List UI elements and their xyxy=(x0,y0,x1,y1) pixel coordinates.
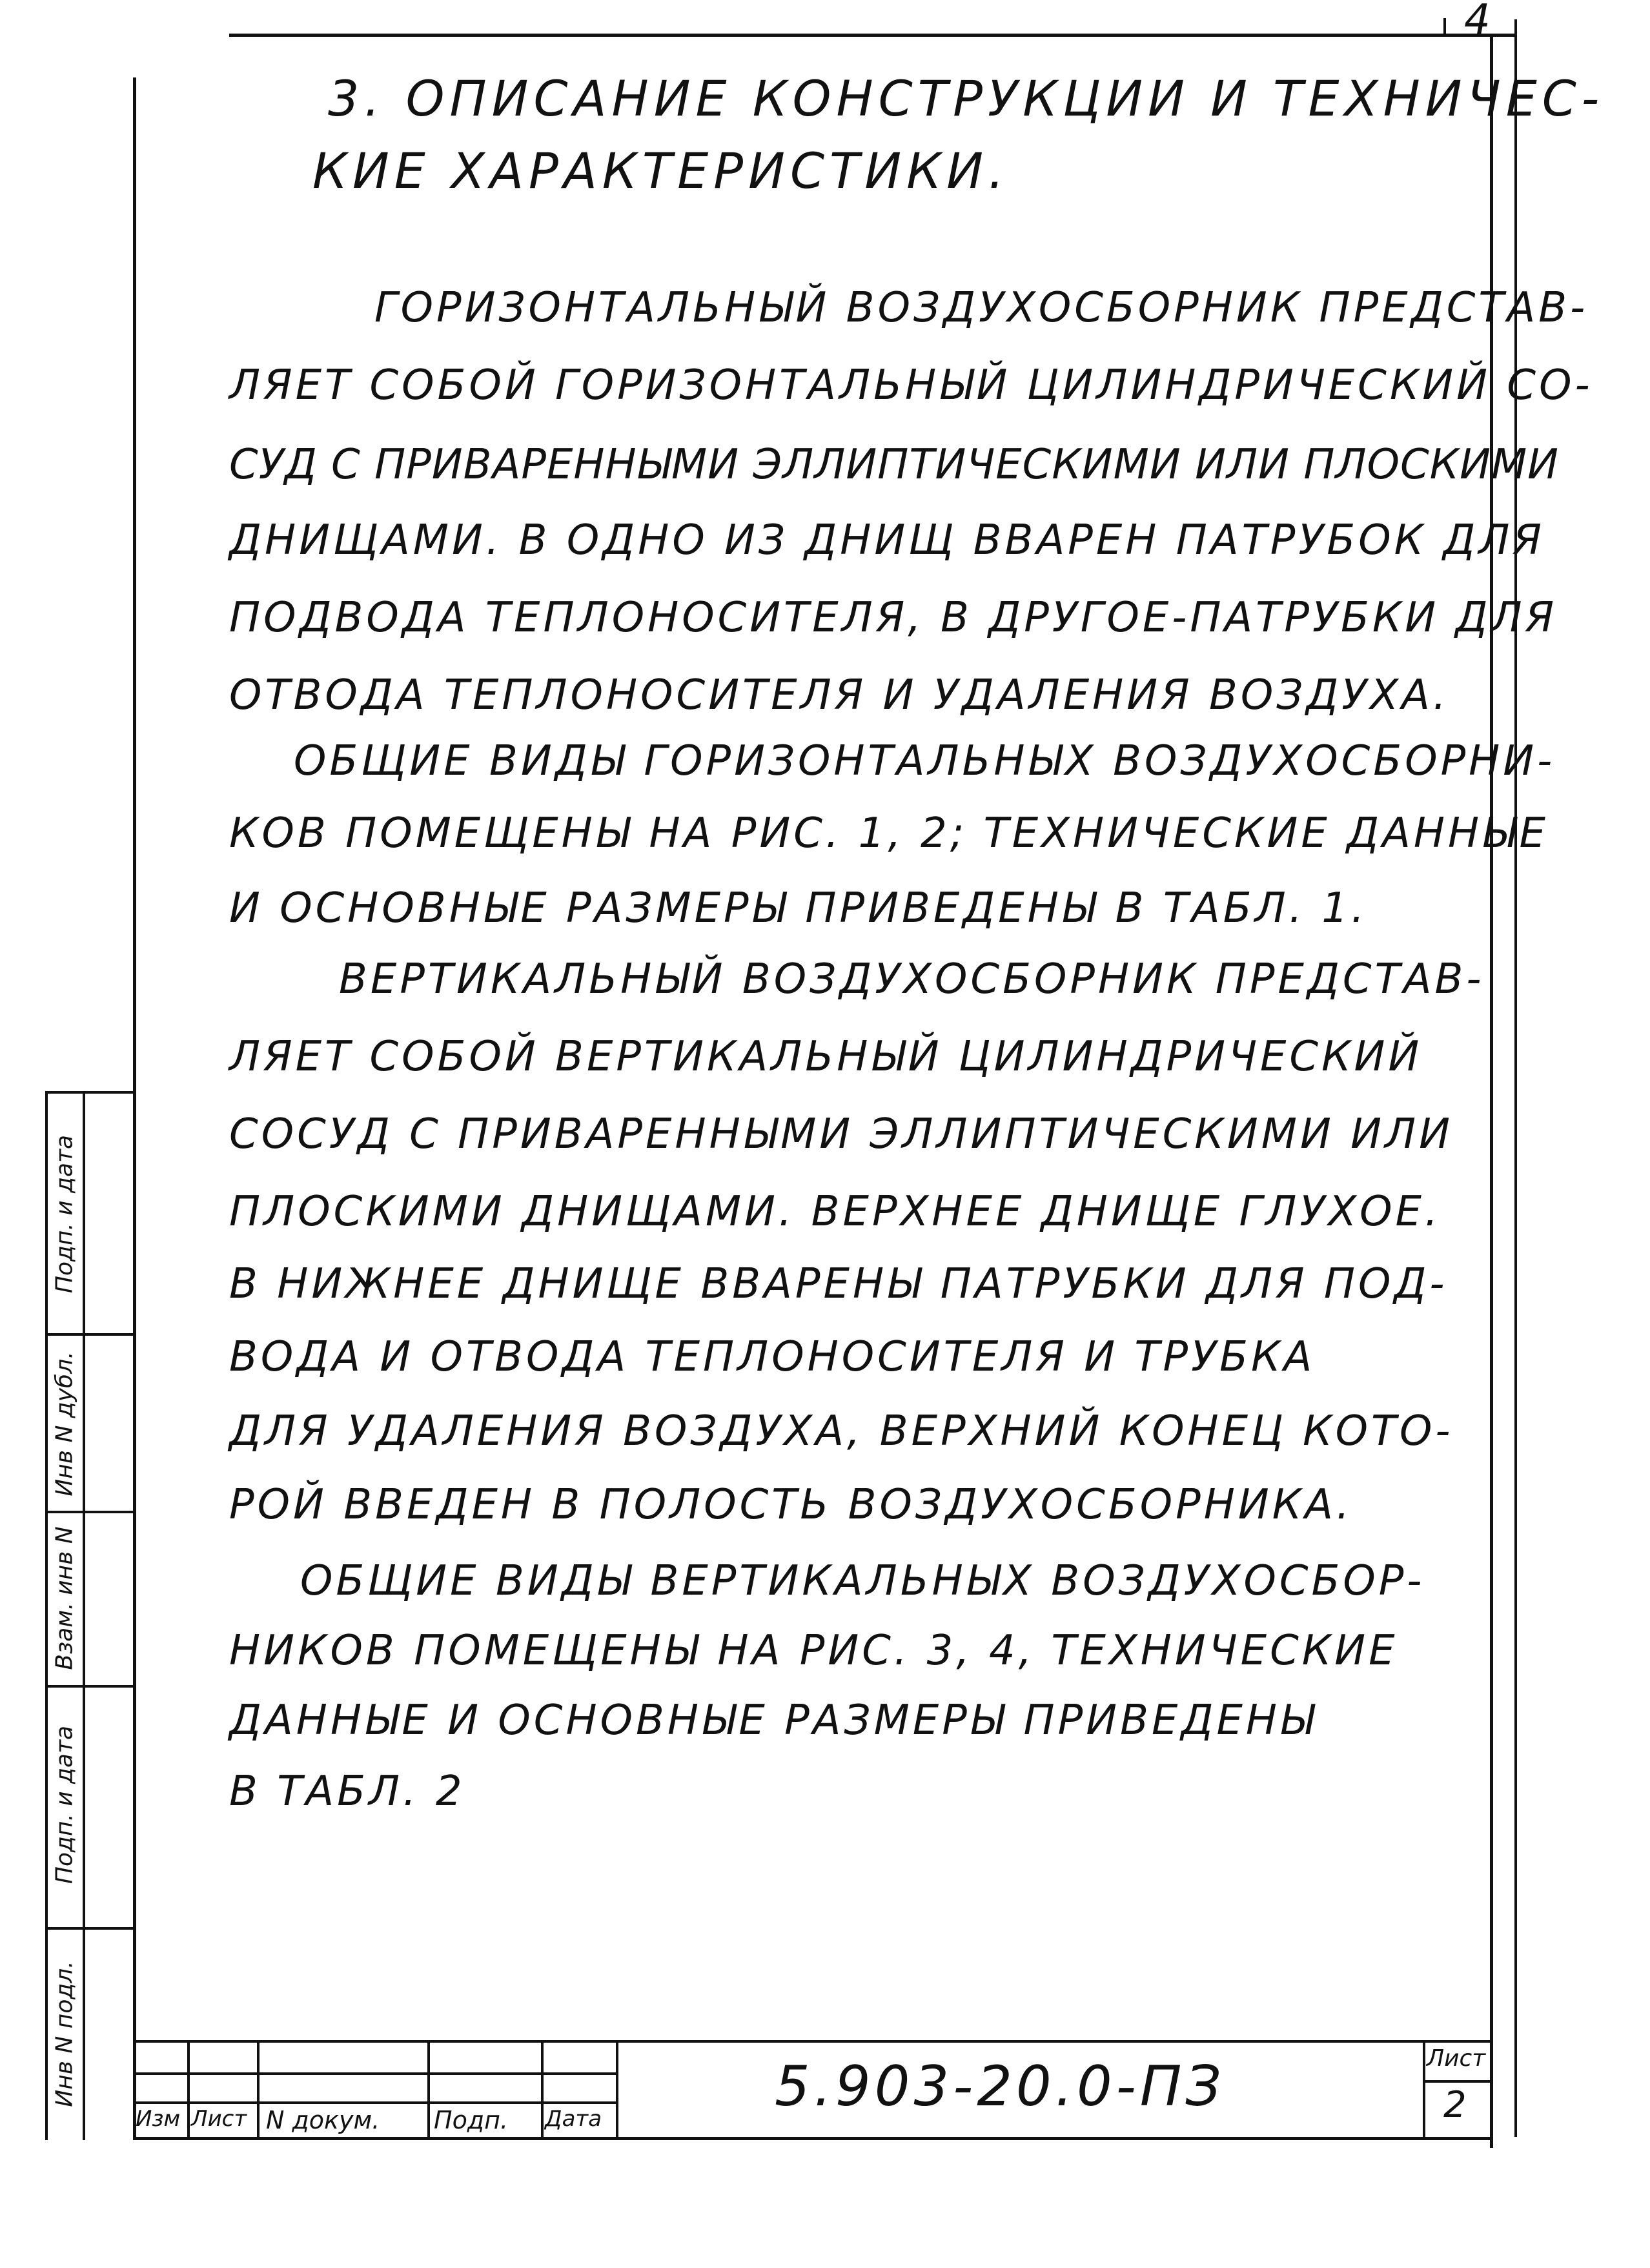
title-block-col xyxy=(427,2040,430,2140)
frame-left-line xyxy=(133,77,136,2140)
title-block-col xyxy=(187,2040,190,2140)
body-line: ВЕРТИКАЛЬНЫЙ ВОЗДУХОСБОРНИК ПРЕДСТАВ- xyxy=(339,955,1485,1003)
side-stamp-top xyxy=(45,1091,136,1094)
body-line: РОЙ ВВЕДЕН В ПОЛОСТЬ ВОЗДУХОСБОРНИКА. xyxy=(229,1481,1353,1529)
frame-bottom-line xyxy=(133,2137,1491,2140)
body-line: ВОДА И ОТВОДА ТЕПЛОНОСИТЕЛЯ И ТРУБКА xyxy=(229,1333,1316,1381)
body-line: СОСУД С ПРИВАРЕННЫМИ ЭЛЛИПТИЧЕСКИМИ ИЛИ xyxy=(229,1110,1454,1158)
body-line: ОБЩИЕ ВИДЫ ГОРИЗОНТАЛЬНЫХ ВОЗДУХОСБОРНИ- xyxy=(294,737,1556,785)
body-line: ДЛЯ УДАЛЕНИЯ ВОЗДУХА, ВЕРХНИЙ КОНЕЦ КОТО- xyxy=(229,1407,1454,1455)
body-line: КОВ ПОМЕЩЕНЫ НА РИС. 1, 2; ТЕХНИЧЕСКИЕ ДАННЫЕ xyxy=(229,810,1549,857)
title-block-row xyxy=(133,2072,618,2075)
corner-tick xyxy=(1443,18,1446,35)
col-list: Лист xyxy=(191,2106,247,2132)
sheet-number: 2 xyxy=(1443,2084,1467,2126)
title-block-col xyxy=(1423,2040,1425,2140)
sheet-cell-divider xyxy=(1423,2080,1491,2083)
document-code: 5.903-20.0-ПЗ xyxy=(775,2054,1225,2119)
body-line: ПОДВОДА ТЕПЛОНОСИТЕЛЯ, В ДРУГОЕ-ПАТРУБКИ ДЛЯ xyxy=(229,594,1558,642)
col-izm: Изм xyxy=(136,2106,181,2132)
body-line: В ТАБЛ. 2 xyxy=(229,1768,465,1815)
section-heading-line-1: 3. ОПИСАНИЕ КОНСТРУКЦИИ И ТЕХНИЧЕС- xyxy=(328,70,1605,127)
col-podp: Подп. xyxy=(434,2106,509,2134)
body-line: ЛЯЕТ СОБОЙ ГОРИЗОНТАЛЬНЫЙ ЦИЛИНДРИЧЕСКИЙ СО- xyxy=(229,362,1593,409)
body-line: И ОСНОВНЫЕ РАЗМЕРЫ ПРИВЕДЕНЫ В ТАБЛ. 1. xyxy=(229,884,1368,932)
title-block-top xyxy=(133,2040,1491,2043)
frame-right-line xyxy=(1490,34,1493,2148)
body-line: ОТВОДА ТЕПЛОНОСИТЕЛЯ И УДАЛЕНИЯ ВОЗДУХА. xyxy=(229,671,1450,719)
col-data: Дата xyxy=(545,2106,602,2132)
side-label-inv-podl: Инв N подл. xyxy=(51,1961,78,2107)
body-line: ДАННЫЕ И ОСНОВНЫЕ РАЗМЕРЫ ПРИВЕДЕНЫ xyxy=(229,1697,1318,1744)
side-label-inv-dubl: Инв N дубл. xyxy=(51,1351,78,1497)
body-line: ПЛОСКИМИ ДНИЩАМИ. ВЕРХНЕЕ ДНИЩЕ ГЛУХОЕ. xyxy=(229,1188,1441,1236)
title-block-row xyxy=(133,2101,618,2104)
body-line: ОБЩИЕ ВИДЫ ВЕРТИКАЛЬНЫХ ВОЗДУХОСБОР- xyxy=(300,1557,1425,1605)
section-heading-line-2: КИЕ ХАРАКТЕРИСТИКИ. xyxy=(312,142,1010,199)
side-stamp-divider xyxy=(45,1333,136,1336)
body-line: НИКОВ ПОМЕЩЕНЫ НА РИС. 3, 4, ТЕХНИЧЕСКИЕ xyxy=(229,1627,1398,1675)
body-line: СУД С ПРИВАРЕННЫМИ ЭЛЛИПТИЧЕСКИМИ ИЛИ ПЛОСКИМИ xyxy=(229,441,1560,489)
corner-page-number: 4 xyxy=(1464,0,1494,44)
side-label-podp-data-1: Подп. и дата xyxy=(51,1725,78,1885)
side-label-vzam-inv: Взам. инв N xyxy=(51,1526,78,1670)
title-block-col xyxy=(541,2040,544,2140)
col-n-dokum: N докум. xyxy=(266,2106,380,2134)
title-block-col xyxy=(616,2040,618,2140)
body-line: ЛЯЕТ СОБОЙ ВЕРТИКАЛЬНЫЙ ЦИЛИНДРИЧЕСКИЙ xyxy=(229,1033,1423,1081)
side-stamp-inner xyxy=(83,1091,85,2140)
frame-top-line xyxy=(229,34,1517,37)
side-stamp-outer-left xyxy=(45,1091,48,2140)
body-line: ДНИЩАМИ. В ОДНО ИЗ ДНИЩ ВВАРЕН ПАТРУБОК ДЛЯ xyxy=(229,516,1545,564)
side-label-podp-data-2: Подп. и дата xyxy=(51,1134,78,1294)
frame-right-outer-line xyxy=(1514,19,1517,2137)
sheet-label: Лист xyxy=(1427,2045,1486,2072)
body-line: В НИЖНЕЕ ДНИЩЕ ВВАРЕНЫ ПАТРУБКИ ДЛЯ ПОД- xyxy=(229,1260,1448,1308)
title-block-col xyxy=(257,2040,260,2140)
body-line: ГОРИЗОНТАЛЬНЫЙ ВОЗДУХОСБОРНИК ПРЕДСТАВ- xyxy=(374,284,1589,332)
